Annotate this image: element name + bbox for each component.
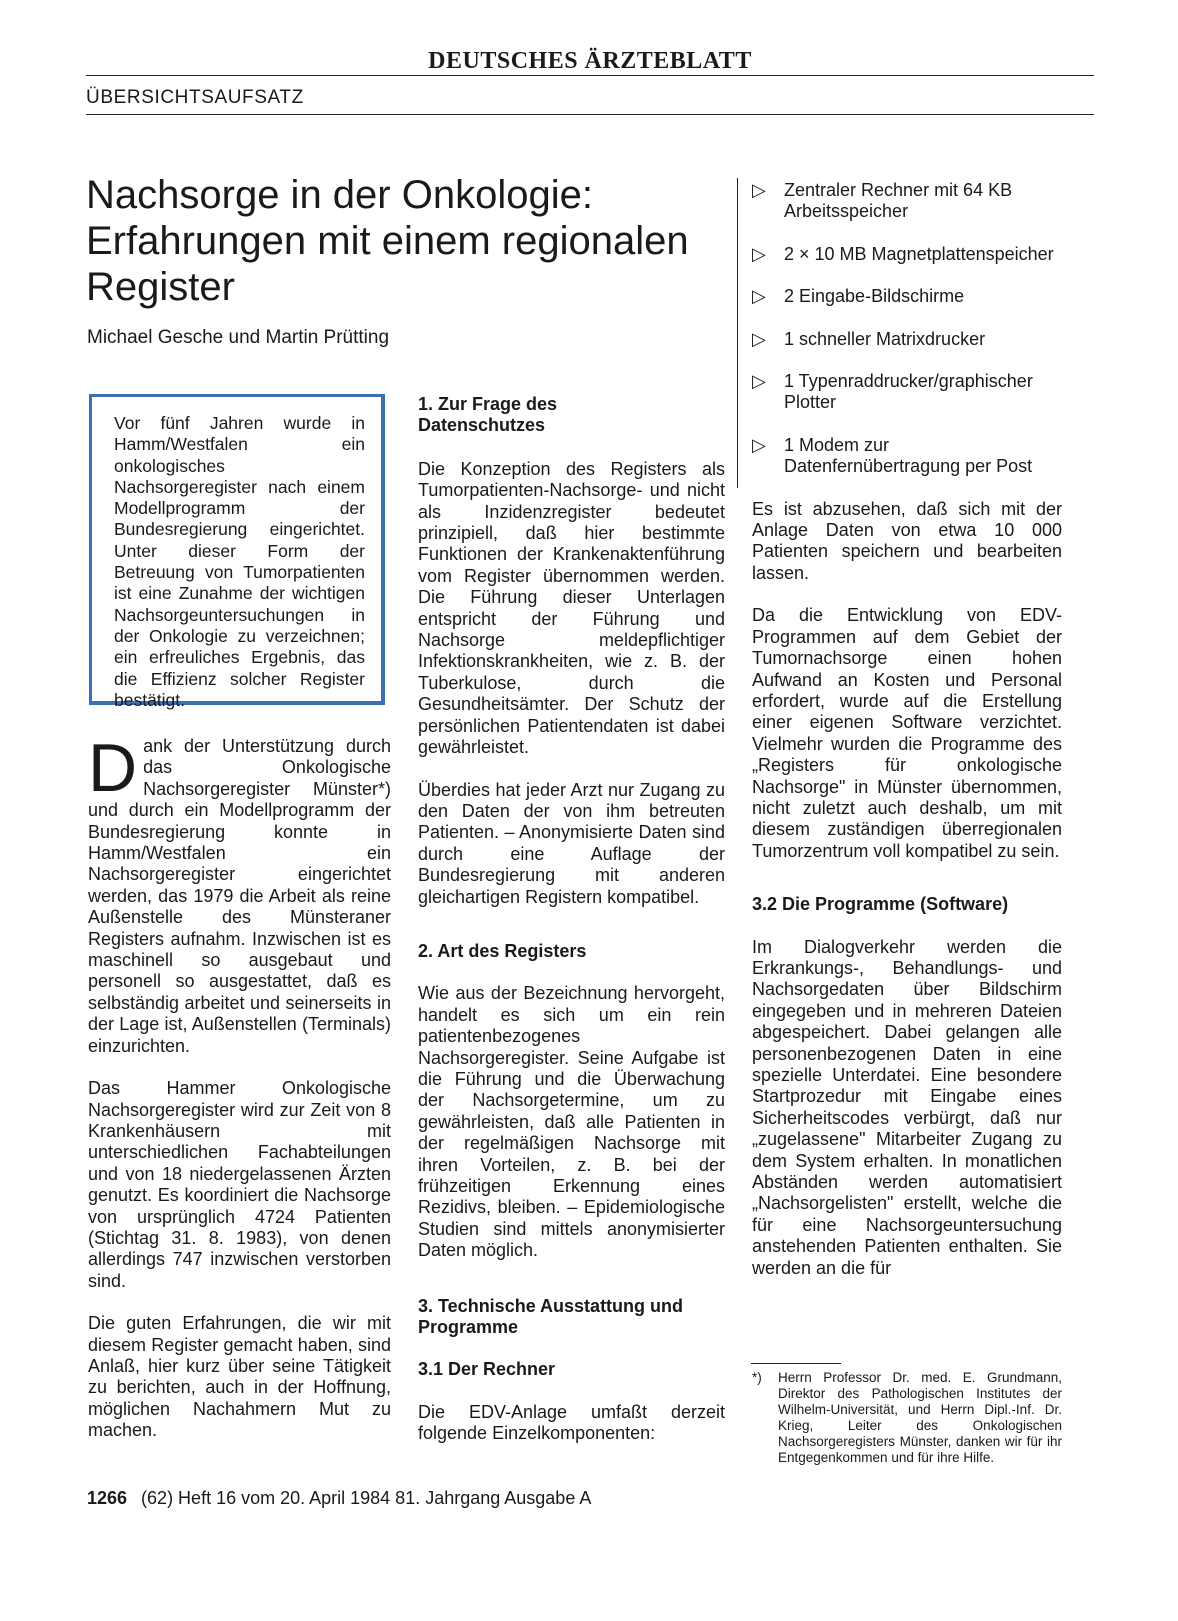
masthead: DEUTSCHES ÄRZTEBLATT <box>428 48 752 74</box>
heading-der-rechner: 3.1 Der Rechner <box>418 1359 556 1380</box>
triangle-bullet-icon: ▷ <box>752 434 766 455</box>
list-item: ▷ 1 Modem zur Datenfernübertragung per Post <box>752 434 1033 477</box>
footnote <box>752 1370 1062 1466</box>
issue-info: (62) Heft 16 vom 20. April 1984 81. Jahrgang Ausgabe A <box>141 1488 592 1508</box>
abstract-text: Vor fünf Jahren wurde in Hamm/Westfalen ein onkologisches Nachsorgeregister nach einem Modellprogramm der Bundesregierung eingerichtet. Unter dieser Form der Betreuung von Tumorpatienten ist eine Zunahme der wichtigen Nachsorgeuntersuchungen in der Onkologie zu verzeichnen; ein erfreuliches Ergebnis, das die Effizienz solcher Register bestätigt. <box>114 413 365 710</box>
col2-paragraph-2: Überdies hat jeder Arzt nur Zugang zu den Daten der von ihm betreuten Patienten. – Anonymisierte Daten sind durch eine Auflage der Bundesregierung mit anderen gleichartigen Registern kompatibel. <box>418 779 725 907</box>
col1-paragraph-2: Das Hammer Onkologische Nachsorgeregister wird zur Zeit von 8 Krankenhäusern mit unterschiedlichen Fachabteilungen und von 18 niedergelassenen Ärzten genutzt. Es koordiniert die Nachsorge von ursprünglich 4724 Patienten (Stichtag 31. 8. 1983), von denen allerdings 747 inzwischen verstorben sind. <box>88 1078 391 1291</box>
footnote-text: Herrn Professor Dr. med. E. Grundmann, Direktor des Pathologischen Institutes der Wilhelm-Universität, und Herrn Dipl.-Inf. Dr. Krieg, Leiter des Onkologischen Nachsorgeregisters Münster, danken wir für ihr Entgegenkommen und für ihre Hilfe. <box>778 1370 1062 1465</box>
triangle-bullet-icon: ▷ <box>752 180 766 200</box>
col3-paragraph-3: Im Dialogverkehr werden die Erkrankungs-, Behandlungs- und Nachsorgedaten über Bildschirm eingegeben und in mehreren Dateien abgespeichert. Dabei gelangen alle personenbezogenen Daten in eine spezielle Unterdatei. Eine besondere Startprozedur mit Eingabe eines Sicherheitscodes verbürgt, daß nur „zugelassene" Mitarbeiter Zugang zu dem System erhalten. In monatlichen Abständen werden automatisiert „Nachsorgelisten" erstellt, welche die für eine Nachsorgeuntersuchung anstehenden Patienten enthalten. Sie werden an die für <box>752 936 1062 1278</box>
article-authors: Michael Gesche und Martin Prütting <box>87 327 390 348</box>
abstract-box <box>89 394 385 710</box>
list-item: ▷ 2 Eingabe-Bildschirme <box>752 286 965 307</box>
column-1 <box>88 730 391 1463</box>
col2-paragraph-3: Wie aus der Bezeichnung hervorgeht, handelt es sich um ein rein patientenbezogenes Nachsorgeregister. Seine Aufgabe ist die Führung und die Überwachung der Nachsorgetermine, um zu gewährleisten, daß alle Patienten in der regelmäßigen Nachsorge mit ihren Vorteilen, z. B. bei der frühzeitigen Erkennung eines Rezidivs, bleiben. – Epidemiologische Studien sind mittels anonymisierter Daten möglich. <box>418 983 725 1261</box>
column-3 <box>752 180 1062 1300</box>
triangle-bullet-icon: ▷ <box>752 328 766 349</box>
triangle-bullet-icon: ▷ <box>752 243 766 264</box>
article-title: Nachsorge in der Onkologie: Erfahrungen mit einem regionalen Register <box>86 173 689 309</box>
col1-paragraph-3: Die guten Erfahrungen, die wir mit diesem Register gemacht haben, sind Anlaß, hier kurz über seine Tätigkeit zu berichten, auch in der Hoffnung, möglichen Nachahmern Mut zu machen. <box>88 1313 391 1441</box>
list-item: ▷ 2 × 10 MB Magnetplattenspeicher <box>752 243 1054 264</box>
header-rule-bottom <box>86 114 1094 115</box>
section-label: ÜBERSICHTSAUFSATZ <box>86 87 304 108</box>
column-2 <box>418 394 725 1466</box>
component-list <box>752 180 1062 478</box>
list-item: ▷ Zentraler Rechner mit 64 KB Arbeitsspeicher <box>752 180 1013 222</box>
triangle-bullet-icon: ▷ <box>752 371 766 392</box>
column-divider <box>737 178 738 488</box>
heading-die-programme: 3.2 Die Programme (Software) <box>752 894 1009 915</box>
dropcap: D <box>88 730 138 806</box>
page-number: 1266 <box>87 1488 128 1508</box>
col2-paragraph-4: Die EDV-Anlage umfaßt derzeit folgende Einzelkomponenten: <box>418 1401 725 1444</box>
heading-datenschutz: 1. Zur Frage des Datenschutzes <box>418 394 558 436</box>
heading-art-des-registers: 2. Art des Registers <box>418 940 587 961</box>
col1-paragraph-1 <box>88 730 391 1057</box>
footnote-mark: *) <box>752 1370 762 1385</box>
col3-paragraph-2: Da die Entwicklung von EDV-Programmen auf dem Gebiet der Tumornachsorge einen hohen Aufwand an Kosten und Personal erfordert, wurde auf die Erstellung einer eigenen Software verzichtet. Vielmehr wurden die Programme des „Registers für onkologische Nachsorge" in Münster übernommen, nicht zuletzt auch deshalb, um mit diesem zuständigen überregionalen Tumorzentrum voll kompatibel zu sein. <box>752 605 1062 861</box>
col3-paragraph-1: Es ist abzusehen, daß sich mit der Anlage Daten von etwa 10 000 Patienten speichern und bearbeiten lassen. <box>752 498 1062 583</box>
page-footer <box>87 1488 591 1509</box>
footnote-rule <box>751 1363 841 1364</box>
header-rule-top <box>86 75 1094 76</box>
col1-paragraph-1-text: ank der Unterstützung durch das Onkologische Nachsorgeregister Münster*) und durch ein Modellprogramm der Bundesregierung konnte in Hamm/Westfalen ein Nachsorgeregister eingerichtet werden, das 1979 die Arbeit als reine Außenstelle des Münsteraner Registers aufnahm. Inzwischen ist es maschinell so ausgebaut und personell so ausgestattet, daß es selbständig arbeitet und seinerseits in der Lage ist, Außenstellen (Terminals) einzurichten. <box>88 736 391 1056</box>
col2-paragraph-1: Die Konzeption des Registers als Tumorpatienten-Nachsorge- und nicht als Inzidenzregister bedeutet prinzipiell, daß hier bestimmte Funktionen der Krankenaktenführung vom Register übernommen werden. Die Führung dieser Unterlagen entspricht der Führung und Nachsorge meldepflichtiger Infektionskrankheiten, wie z. B. der Tuberkulose, durch die Gesundheitsämter. Der Schutz der persönlichen Patientendaten ist dabei gewährleistet. <box>418 458 725 758</box>
heading-technische-ausstattung: 3. Technische Ausstattung und Programme <box>418 1295 684 1338</box>
list-item: ▷ 1 schneller Matrixdrucker <box>752 328 986 349</box>
triangle-bullet-icon: ▷ <box>752 286 766 307</box>
list-item: ▷ 1 Typenraddrucker/graphischer Plotter <box>752 371 1033 413</box>
